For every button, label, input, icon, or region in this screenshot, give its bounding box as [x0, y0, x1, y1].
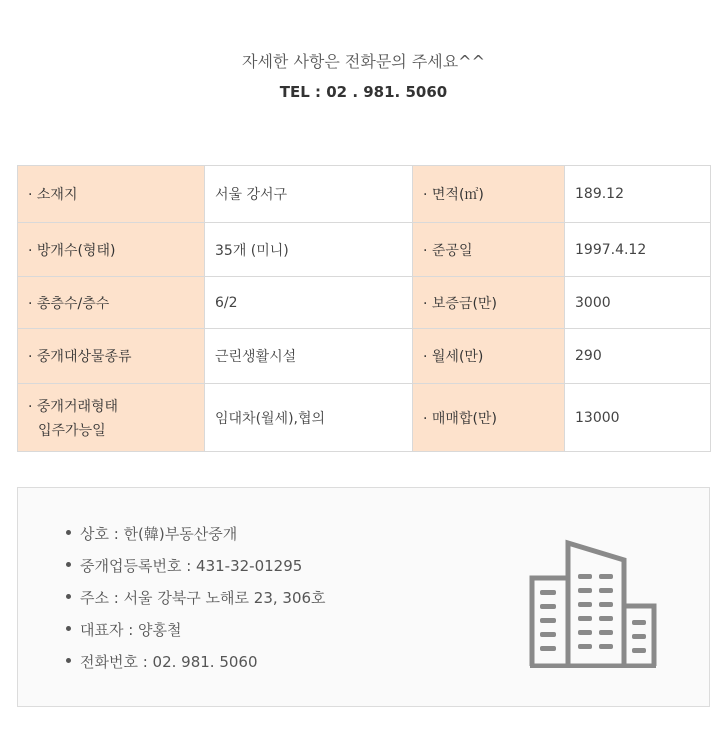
value-rooms: 35개 (미니) — [205, 223, 413, 277]
bullet-icon — [66, 626, 71, 631]
label-deposit: · 보증금(만) — [413, 277, 565, 329]
label-monthly-rent: · 월세(만) — [413, 329, 565, 384]
value-monthly-rent: 290 — [565, 329, 711, 384]
agency-registration-number: 중개업등록번호 : 431-32-01295 — [80, 557, 303, 575]
bullet-icon — [66, 562, 71, 567]
list-item — [66, 550, 326, 582]
value-floors: 6/2 — [205, 277, 413, 329]
value-sale-total: 13000 — [565, 384, 711, 452]
agency-address: 주소 : 서울 강북구 노해로 23, 306호 — [80, 589, 326, 607]
agency-representative: 대표자 : 양홍철 — [80, 621, 182, 639]
value-property-type: 근린생활시설 — [205, 329, 413, 384]
list-item — [66, 646, 326, 678]
list-item — [66, 614, 326, 646]
label-location: · 소재지 — [18, 166, 205, 223]
bullet-icon — [66, 658, 71, 663]
list-item — [66, 518, 326, 550]
label-transaction-type — [18, 384, 205, 452]
agency-name: 상호 : 한(韓)부동산중개 — [80, 525, 238, 543]
table-row — [18, 166, 711, 223]
label-area: · 면적(㎡) — [413, 166, 565, 223]
label-floors: · 총층수/층수 — [18, 277, 205, 329]
label-move-in-date: 입주가능일 — [38, 422, 106, 439]
value-completion-date: 1997.4.12 — [565, 223, 711, 277]
bullet-icon — [66, 594, 71, 599]
agency-info-list — [66, 518, 326, 678]
table-row — [18, 223, 711, 277]
label-sale-total: · 매매합(만) — [413, 384, 565, 452]
list-item — [66, 582, 326, 614]
value-transaction-type: 임대차(월세),협의 — [205, 384, 413, 452]
label-property-type: · 중개대상물종류 — [18, 329, 205, 384]
building-icon — [528, 538, 658, 668]
agency-info-box — [17, 487, 710, 707]
agency-phone: 전화번호 : 02. 981. 5060 — [80, 653, 258, 671]
label-completion-date: · 준공일 — [413, 223, 565, 277]
table-row — [18, 384, 711, 452]
value-area: 189.12 — [565, 166, 711, 223]
notice-phone: TEL : 02 . 981. 5060 — [279, 83, 448, 101]
notice-message: 자세한 사항은 전화문의 주세요^^ — [242, 52, 485, 71]
label-transaction-type-text: · 중개거래형태 — [28, 398, 119, 415]
table-row — [18, 277, 711, 329]
contact-notice — [0, 50, 727, 104]
value-location: 서울 강서구 — [205, 166, 413, 223]
label-rooms: · 방개수(형태) — [18, 223, 205, 277]
property-info-table — [17, 165, 711, 452]
bullet-icon — [66, 530, 71, 535]
table-row — [18, 329, 711, 384]
value-deposit: 3000 — [565, 277, 711, 329]
